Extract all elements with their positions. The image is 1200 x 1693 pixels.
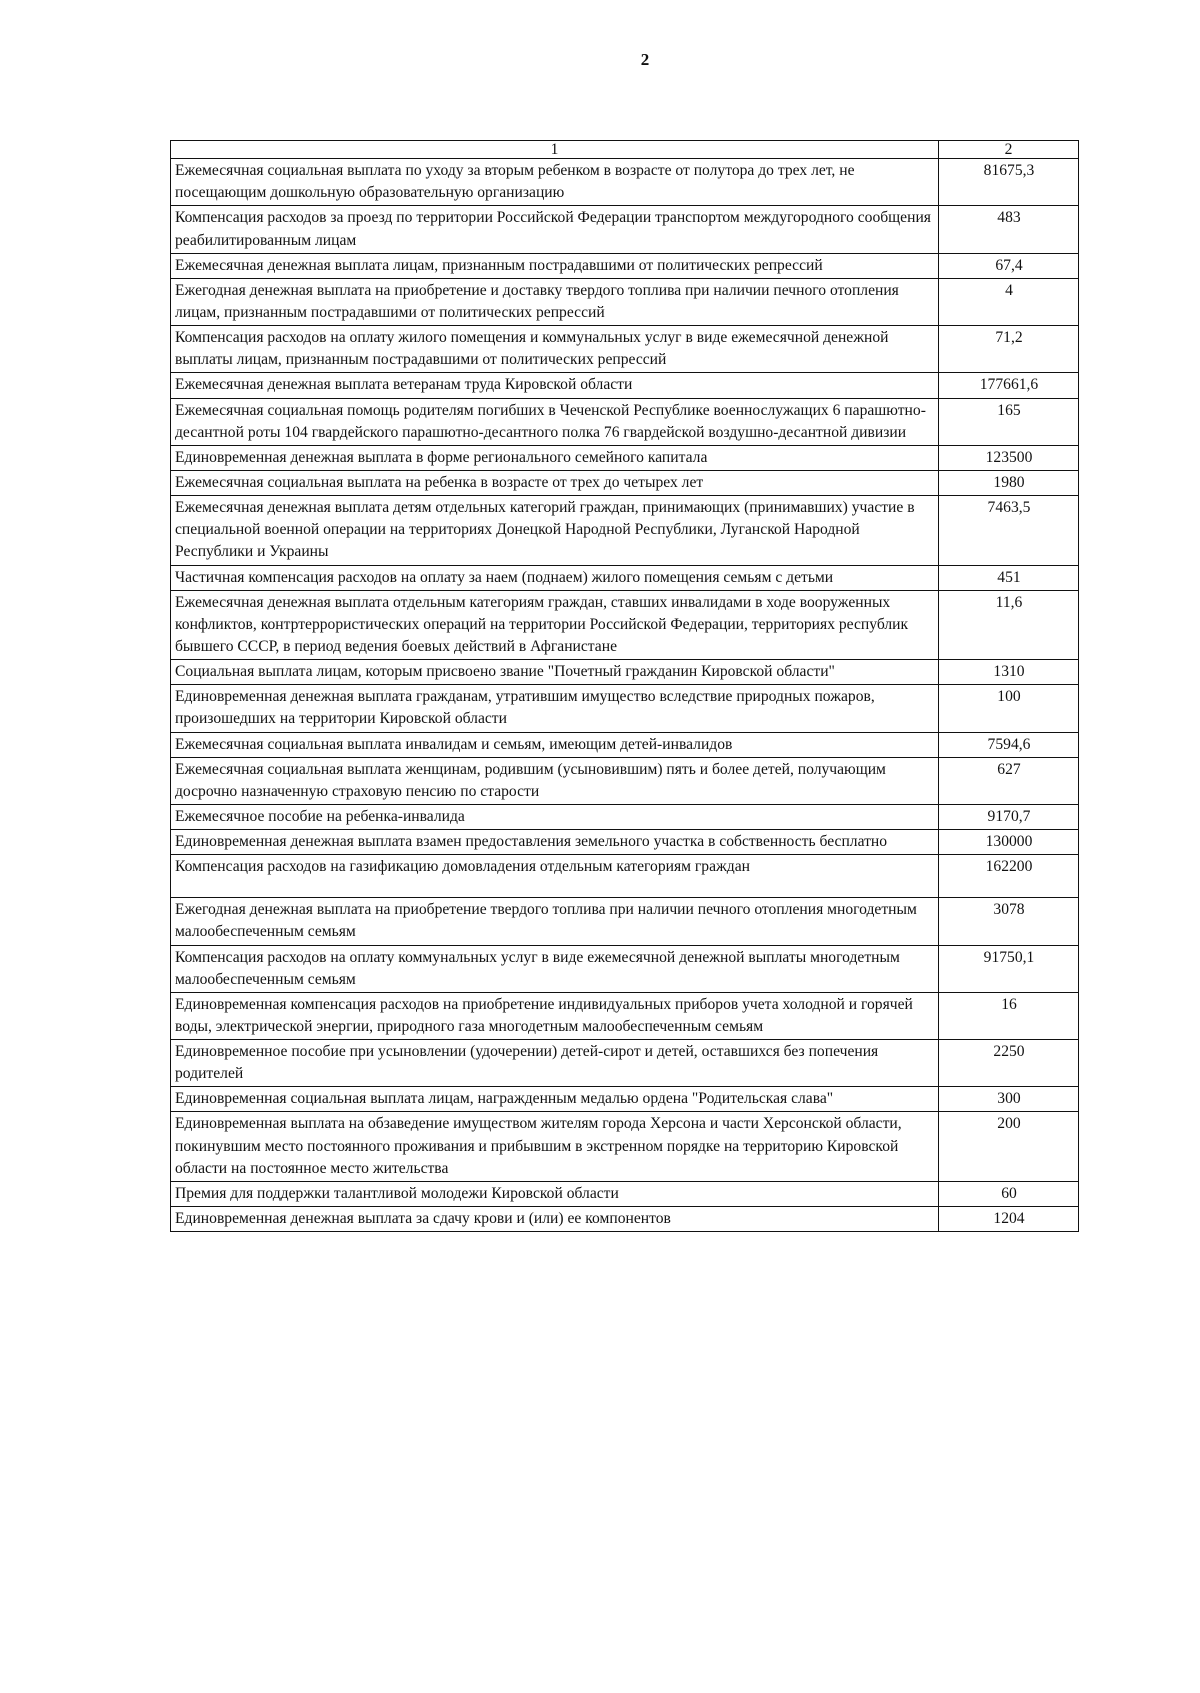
benefits-table [170, 140, 1079, 1232]
benefit-amount: 7594,6 [939, 732, 1079, 757]
benefit-name: Ежемесячная социальная выплата по уходу за вторым ребенком в возрасте от полутора до трех лет, не посещающим дошкольную образовательную организацию [171, 159, 939, 206]
table-row [171, 660, 1079, 685]
benefit-amount: 7463,5 [939, 496, 1079, 565]
table-row [171, 590, 1079, 659]
benefit-name: Социальная выплата лицам, которым присвоено звание "Почетный гражданин Кировской области" [171, 660, 939, 685]
benefit-amount: 627 [939, 757, 1079, 804]
benefit-name: Единовременная выплата на обзаведение имуществом жителям города Херсона и части Херсонской области, покинувшим место постоянного проживания и прибывшим в экстренном порядке на территорию Кировской области на постоянное место жительства [171, 1112, 939, 1181]
page-number: 2 [640, 50, 650, 69]
benefit-name: Ежемесячная социальная выплата инвалидам и семьям, имеющим детей-инвалидов [171, 732, 939, 757]
table-row [171, 326, 1079, 373]
benefit-amount: 1204 [939, 1207, 1079, 1232]
column-header: 1 [171, 141, 939, 159]
benefit-amount: 165 [939, 398, 1079, 445]
benefit-name: Ежегодная денежная выплата на приобретение твердого топлива при наличии печного отопления многодетным малообеспеченным семьям [171, 898, 939, 945]
benefit-name: Единовременная денежная выплата взамен предоставления земельного участка в собственность бесплатно [171, 830, 939, 855]
table-row [171, 373, 1079, 398]
benefit-name: Компенсация расходов на оплату коммунальных услуг в виде ежемесячной денежной выплаты многодетным малообеспеченным семьям [171, 945, 939, 992]
benefit-amount: 2250 [939, 1040, 1079, 1087]
benefit-name: Единовременная денежная выплата за сдачу крови и (или) ее компонентов [171, 1207, 939, 1232]
benefit-name: Компенсация расходов за проезд по территории Российской Федерации транспортом междугородного сообщения реабилитированным лицам [171, 206, 939, 253]
benefit-amount: 11,6 [939, 590, 1079, 659]
table-row [171, 278, 1079, 325]
benefit-name: Частичная компенсация расходов на оплату за наем (поднаем) жилого помещения семьям с детьми [171, 565, 939, 590]
benefit-amount: 200 [939, 1112, 1079, 1181]
table-row [171, 1181, 1079, 1206]
table-row [171, 1087, 1079, 1112]
benefit-name: Единовременная социальная выплата лицам, награжденным медалью ордена "Родительская слава" [171, 1087, 939, 1112]
benefit-amount: 100 [939, 685, 1079, 732]
benefit-name: Ежемесячная социальная выплата женщинам, родившим (усыновившим) пять и более детей, получающим досрочно назначенную страховую пенсию по старости [171, 757, 939, 804]
table-row [171, 470, 1079, 495]
benefit-name: Ежемесячная денежная выплата ветеранам труда Кировской области [171, 373, 939, 398]
benefit-amount: 60 [939, 1181, 1079, 1206]
table-row [171, 206, 1079, 253]
table-row [171, 398, 1079, 445]
benefit-name: Ежемесячная денежная выплата отдельным категориям граждан, ставших инвалидами в ходе вооруженных конфликтов, контртеррористических операций на территории Российской Федерации, территориях республик бывшего СССР, в период ведения боевых действий в Афганистане [171, 590, 939, 659]
benefit-amount: 4 [939, 278, 1079, 325]
table-row [171, 757, 1079, 804]
benefit-amount: 123500 [939, 445, 1079, 470]
table-row [171, 804, 1079, 829]
benefit-name: Единовременная компенсация расходов на приобретение индивидуальных приборов учета холодной и горячей воды, электрической энергии, природного газа многодетным малообеспеченным семьям [171, 992, 939, 1039]
table-row [171, 1040, 1079, 1087]
benefit-amount: 162200 [939, 855, 1079, 898]
table-row [171, 496, 1079, 565]
table-row [171, 945, 1079, 992]
benefit-name: Ежемесячная денежная выплата лицам, признанным пострадавшими от политических репрессий [171, 253, 939, 278]
benefit-name: Ежегодная денежная выплата на приобретение и доставку твердого топлива при наличии печного отопления лицам, признанным пострадавшими от политических репрессий [171, 278, 939, 325]
benefit-name: Премия для поддержки талантливой молодежи Кировской области [171, 1181, 939, 1206]
benefit-name: Ежемесячная денежная выплата детям отдельных категорий граждан, принимающих (принимавших) участие в специальной военной операции на территориях Донецкой Народной Республики, Луганской Народной Республики и Украины [171, 496, 939, 565]
benefit-name: Единовременное пособие при усыновлении (удочерении) детей-сирот и детей, оставшихся без попечения родителей [171, 1040, 939, 1087]
table-row [171, 992, 1079, 1039]
benefit-name: Компенсация расходов на оплату жилого помещения и коммунальных услуг в виде ежемесячной денежной выплаты лицам, признанным пострадавшими от политических репрессий [171, 326, 939, 373]
benefit-name: Ежемесячная социальная помощь родителям погибших в Чеченской Республике военнослужащих 6 парашютно-десантной роты 104 гвардейского парашютно-десантного полка 76 гвардейской воздушно-десантной дивизии [171, 398, 939, 445]
table-row [171, 732, 1079, 757]
benefit-amount: 81675,3 [939, 159, 1079, 206]
table-row [171, 1112, 1079, 1181]
table-row [171, 253, 1079, 278]
benefit-amount: 130000 [939, 830, 1079, 855]
benefit-amount: 483 [939, 206, 1079, 253]
table-row [171, 445, 1079, 470]
benefit-amount: 300 [939, 1087, 1079, 1112]
benefit-name: Ежемесячное пособие на ребенка-инвалида [171, 804, 939, 829]
benefit-amount: 16 [939, 992, 1079, 1039]
table-row [171, 159, 1079, 206]
benefit-amount: 1310 [939, 660, 1079, 685]
benefit-name: Единовременная денежная выплата гражданам, утратившим имущество вследствие природных пожаров, произошедших на территории Кировской области [171, 685, 939, 732]
benefit-amount: 71,2 [939, 326, 1079, 373]
benefit-name: Компенсация расходов на газификацию домовладения отдельным категориям граждан [171, 855, 939, 898]
benefit-amount: 3078 [939, 898, 1079, 945]
table-row [171, 855, 1079, 898]
benefit-name: Единовременная денежная выплата в форме регионального семейного капитала [171, 445, 939, 470]
table-header-row [171, 141, 1079, 159]
table-row [171, 685, 1079, 732]
benefit-amount: 67,4 [939, 253, 1079, 278]
table-row [171, 565, 1079, 590]
benefit-name: Ежемесячная социальная выплата на ребенка в возрасте от трех до четырех лет [171, 470, 939, 495]
benefit-amount: 91750,1 [939, 945, 1079, 992]
benefit-amount: 177661,6 [939, 373, 1079, 398]
benefit-amount: 451 [939, 565, 1079, 590]
benefit-amount: 1980 [939, 470, 1079, 495]
benefit-amount: 9170,7 [939, 804, 1079, 829]
column-header: 2 [939, 141, 1079, 159]
table-row [171, 830, 1079, 855]
table-row [171, 898, 1079, 945]
table-row [171, 1207, 1079, 1232]
